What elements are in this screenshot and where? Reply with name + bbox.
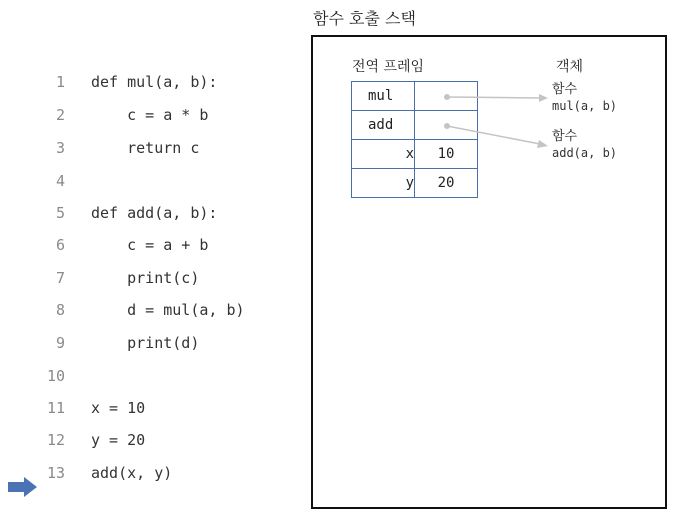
code-line: y = 20: [91, 431, 146, 449]
pointer-arrow-mul: [444, 94, 548, 102]
code-line: c = a * b: [91, 106, 209, 124]
code-line: def mul(a, b):: [91, 73, 218, 91]
var-name: x: [352, 140, 415, 169]
var-name: add: [352, 111, 415, 140]
code-line: print(c): [91, 269, 200, 287]
line-number: 5: [55, 204, 65, 222]
object-signature: add(a, b): [552, 146, 618, 160]
pointer-arrow-add: [444, 123, 548, 148]
var-value: 10: [415, 140, 478, 169]
line-number: 7: [55, 269, 65, 287]
line-number: 8: [55, 301, 65, 319]
code-line: x = 10: [91, 399, 146, 417]
var-value: 20: [415, 169, 478, 198]
global-frame-label: 전역 프레임: [352, 59, 425, 75]
line-number: 12: [46, 431, 65, 449]
code-line: print(d): [91, 334, 200, 352]
code-line: d = mul(a, b): [91, 301, 245, 319]
line-number: 6: [55, 236, 65, 254]
diagram-title: 함수 호출 스택: [313, 9, 416, 28]
line-number: 4: [55, 172, 65, 190]
line-number: 10: [46, 367, 65, 385]
var-name: mul: [352, 82, 415, 111]
code-line: add(x, y): [91, 464, 173, 482]
line-number: 2: [55, 106, 65, 124]
code-line: c = a + b: [91, 236, 209, 254]
object-type: 함수: [552, 82, 578, 97]
line-number: 11: [46, 399, 65, 417]
var-name: y: [352, 169, 415, 198]
line-number: 1: [55, 73, 65, 91]
line-number: 13: [46, 464, 65, 482]
code-line: return c: [91, 139, 200, 157]
object-signature: mul(a, b): [552, 99, 618, 113]
line-number: 3: [55, 139, 65, 157]
code-line: def add(a, b):: [91, 204, 218, 222]
objects-label: 객체: [556, 59, 584, 75]
line-number: 9: [55, 334, 65, 352]
object-type: 함수: [552, 129, 578, 144]
